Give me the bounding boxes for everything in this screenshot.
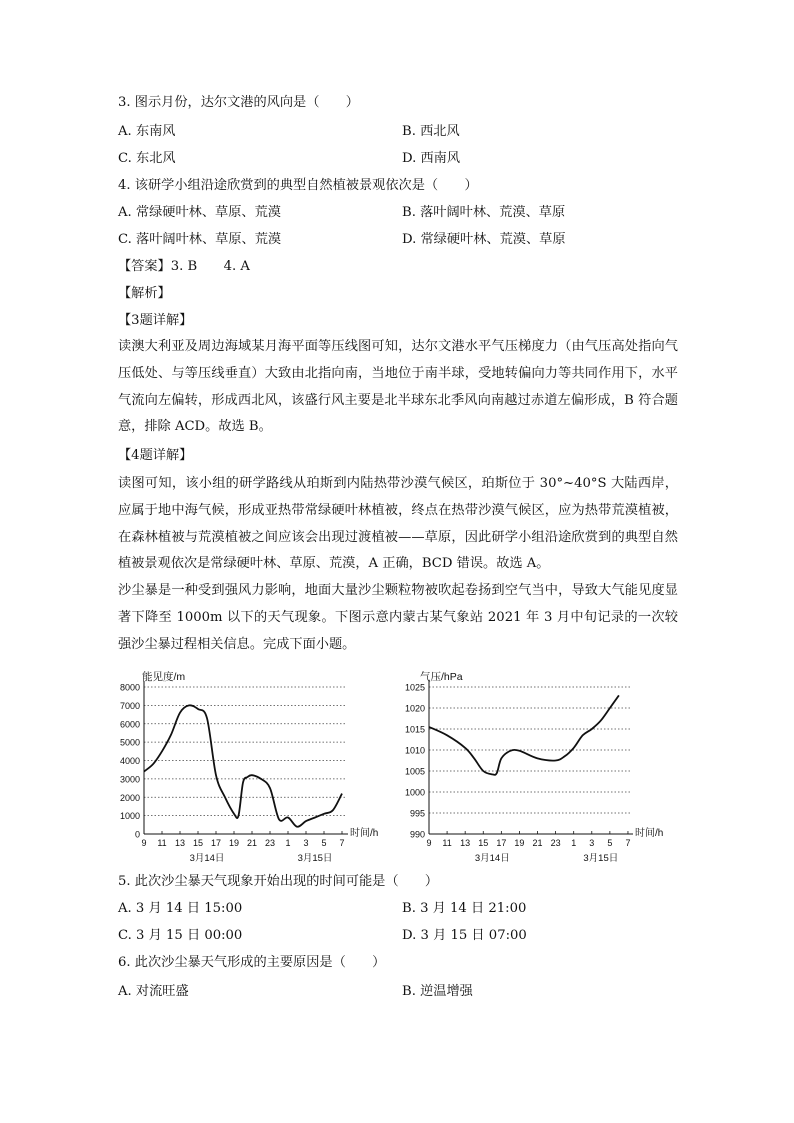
q4-option-d: D. 常绿硬叶林、荒漠、草原 bbox=[402, 232, 566, 247]
x-tick-label: 13 bbox=[460, 838, 471, 848]
y-tick-label: 7000 bbox=[119, 700, 140, 711]
y-tick-label: 1020 bbox=[404, 703, 425, 714]
x-tick-label: 17 bbox=[496, 838, 507, 848]
y-tick-label: 4000 bbox=[119, 756, 140, 766]
pressure-chart bbox=[396, 668, 686, 868]
x-tick-label: 11 bbox=[157, 838, 167, 848]
y-axis-label: 能见度/m bbox=[142, 671, 186, 683]
y-tick-label: 5000 bbox=[119, 737, 140, 748]
y-tick-label: 1005 bbox=[404, 766, 425, 777]
q5-stem: 5. 此次沙尘暴天气现象开始出现的时间可能是（ ） bbox=[118, 874, 439, 889]
x-tick-label: 15 bbox=[192, 838, 204, 848]
y-axis-label: 气压/hPa bbox=[420, 671, 463, 683]
x-tick-label: 19 bbox=[228, 838, 240, 848]
q4-option-a: A. 常绿硬叶林、草原、荒漠 bbox=[118, 205, 281, 220]
q3-option-c: C. 东北风 bbox=[118, 151, 176, 166]
y-tick-label: 990 bbox=[409, 829, 425, 840]
q3-option-b: B. 西北风 bbox=[402, 124, 460, 139]
x-tick-label: 19 bbox=[514, 838, 525, 848]
q3-option-a: A. 东南风 bbox=[118, 124, 176, 139]
x-tick-label: 15 bbox=[478, 838, 489, 848]
q4-stem: 4. 该研学小组沿途欣赏到的典型自然植被景观依次是（ ） bbox=[118, 178, 478, 193]
x-tick-label: 7 bbox=[625, 838, 631, 848]
x-tick-label: 3 bbox=[303, 838, 309, 848]
y-tick-label: 3000 bbox=[119, 774, 140, 785]
x-tick-label: 23 bbox=[550, 838, 561, 848]
x-tick-label: 3 bbox=[589, 838, 595, 848]
x-tick-label: 21 bbox=[532, 838, 543, 848]
x-tick-label: 5 bbox=[321, 838, 327, 848]
intro-text: 沙尘暴是一种受到强风力影响，地面大量沙尘颗粒物被吹起卷扬到空气当中，导致大气能见度显著下降至 1000m 以下的天气现象。下图示意内蒙古某气象站 2021 年 3 月中旬记录的一次较强沙尘暴过程相关信息。完成下面小题。 bbox=[118, 583, 678, 652]
q4-detail-heading: 【4题详解】 bbox=[118, 448, 193, 463]
date-label-mar15: 3月15日 bbox=[583, 853, 619, 864]
date-label-mar14: 3月14日 bbox=[189, 853, 225, 864]
q5-option-c: C. 3 月 15 日 00:00 bbox=[118, 928, 243, 943]
q3-detail-text: 读澳大利亚及周边海域某月海平面等压线图可知，达尔文港水平气压梯度力（由气压高处指向气压低处、与等压线垂直）大致由北指向南，当地位于南半球，受地转偏向力等共同作用下，水平气流向左偏转，形成西北风，该盛行风主要是北半球东北季风向南越过赤道左偏形成，B 符合题意，排除 ACD。故选 B。 bbox=[118, 339, 678, 435]
series-line bbox=[429, 695, 619, 774]
x-tick-label: 17 bbox=[210, 838, 222, 848]
x-tick-label: 21 bbox=[246, 838, 258, 848]
x-tick-label: 7 bbox=[339, 838, 345, 848]
x-tick-label: 23 bbox=[264, 838, 276, 848]
x-tick-label: 11 bbox=[442, 838, 452, 848]
x-tick-label: 9 bbox=[141, 838, 147, 848]
y-tick-label: 0 bbox=[134, 829, 140, 840]
q3-option-d: D. 西南风 bbox=[402, 151, 461, 166]
date-label-mar14: 3月14日 bbox=[474, 853, 510, 864]
q6-stem: 6. 此次沙尘暴天气形成的主要原因是（ ） bbox=[118, 955, 386, 970]
analysis-heading: 【解析】 bbox=[118, 286, 171, 301]
answer-line: 【答案】3. B 4. A bbox=[118, 259, 250, 274]
y-tick-label: 1015 bbox=[404, 724, 425, 735]
q5-option-b: B. 3 月 14 日 21:00 bbox=[402, 901, 527, 916]
y-tick-label: 1000 bbox=[404, 787, 425, 798]
q3-detail-heading: 【3题详解】 bbox=[118, 313, 193, 328]
y-tick-label: 1025 bbox=[404, 682, 425, 693]
date-label-mar15: 3月15日 bbox=[297, 853, 333, 864]
q3-stem: 3. 图示月份，达尔文港的风向是（ ） bbox=[118, 95, 359, 110]
y-tick-label: 1000 bbox=[119, 811, 140, 822]
y-tick-label: 995 bbox=[409, 808, 425, 819]
visibility-chart bbox=[112, 668, 394, 868]
q6-option-a: A. 对流旺盛 bbox=[118, 984, 189, 999]
y-tick-label: 8000 bbox=[119, 682, 140, 693]
x-axis-label: 时间/h bbox=[635, 828, 664, 839]
x-axis-label: 时间/h bbox=[350, 828, 379, 839]
x-tick-label: 1 bbox=[285, 838, 291, 848]
q5-option-d: D. 3 月 15 日 07:00 bbox=[402, 928, 527, 943]
q4-option-b: B. 落叶阔叶林、荒漠、草原 bbox=[402, 205, 566, 220]
x-tick-label: 5 bbox=[607, 838, 613, 848]
q6-option-b: B. 逆温增强 bbox=[402, 984, 473, 999]
x-tick-label: 1 bbox=[571, 838, 577, 848]
q5-option-a: A. 3 月 14 日 15:00 bbox=[118, 901, 243, 916]
y-tick-label: 2000 bbox=[119, 792, 140, 803]
q4-option-c: C. 落叶阔叶林、草原、荒漠 bbox=[118, 232, 282, 247]
y-tick-label: 6000 bbox=[119, 719, 140, 730]
x-tick-label: 9 bbox=[426, 838, 432, 848]
q4-detail-text: 读图可知，该小组的研学路线从珀斯到内陆热带沙漠气候区，珀斯位于 30°~40°S 大陆西岸，应属于地中海气候，形成亚热带常绿硬叶林植被，终点在热带沙漠气候区，应为热带荒漠植被，在森林植被与荒漠植被之间应该会出现过渡植被——草原，因此研学小组沿途欣赏到的典型自然植被景观依次是常绿硬叶林、草原、荒漠，A 正确，BCD 错误。故选 A。 bbox=[118, 476, 678, 572]
x-tick-label: 13 bbox=[174, 838, 186, 848]
y-tick-label: 1010 bbox=[404, 745, 425, 756]
